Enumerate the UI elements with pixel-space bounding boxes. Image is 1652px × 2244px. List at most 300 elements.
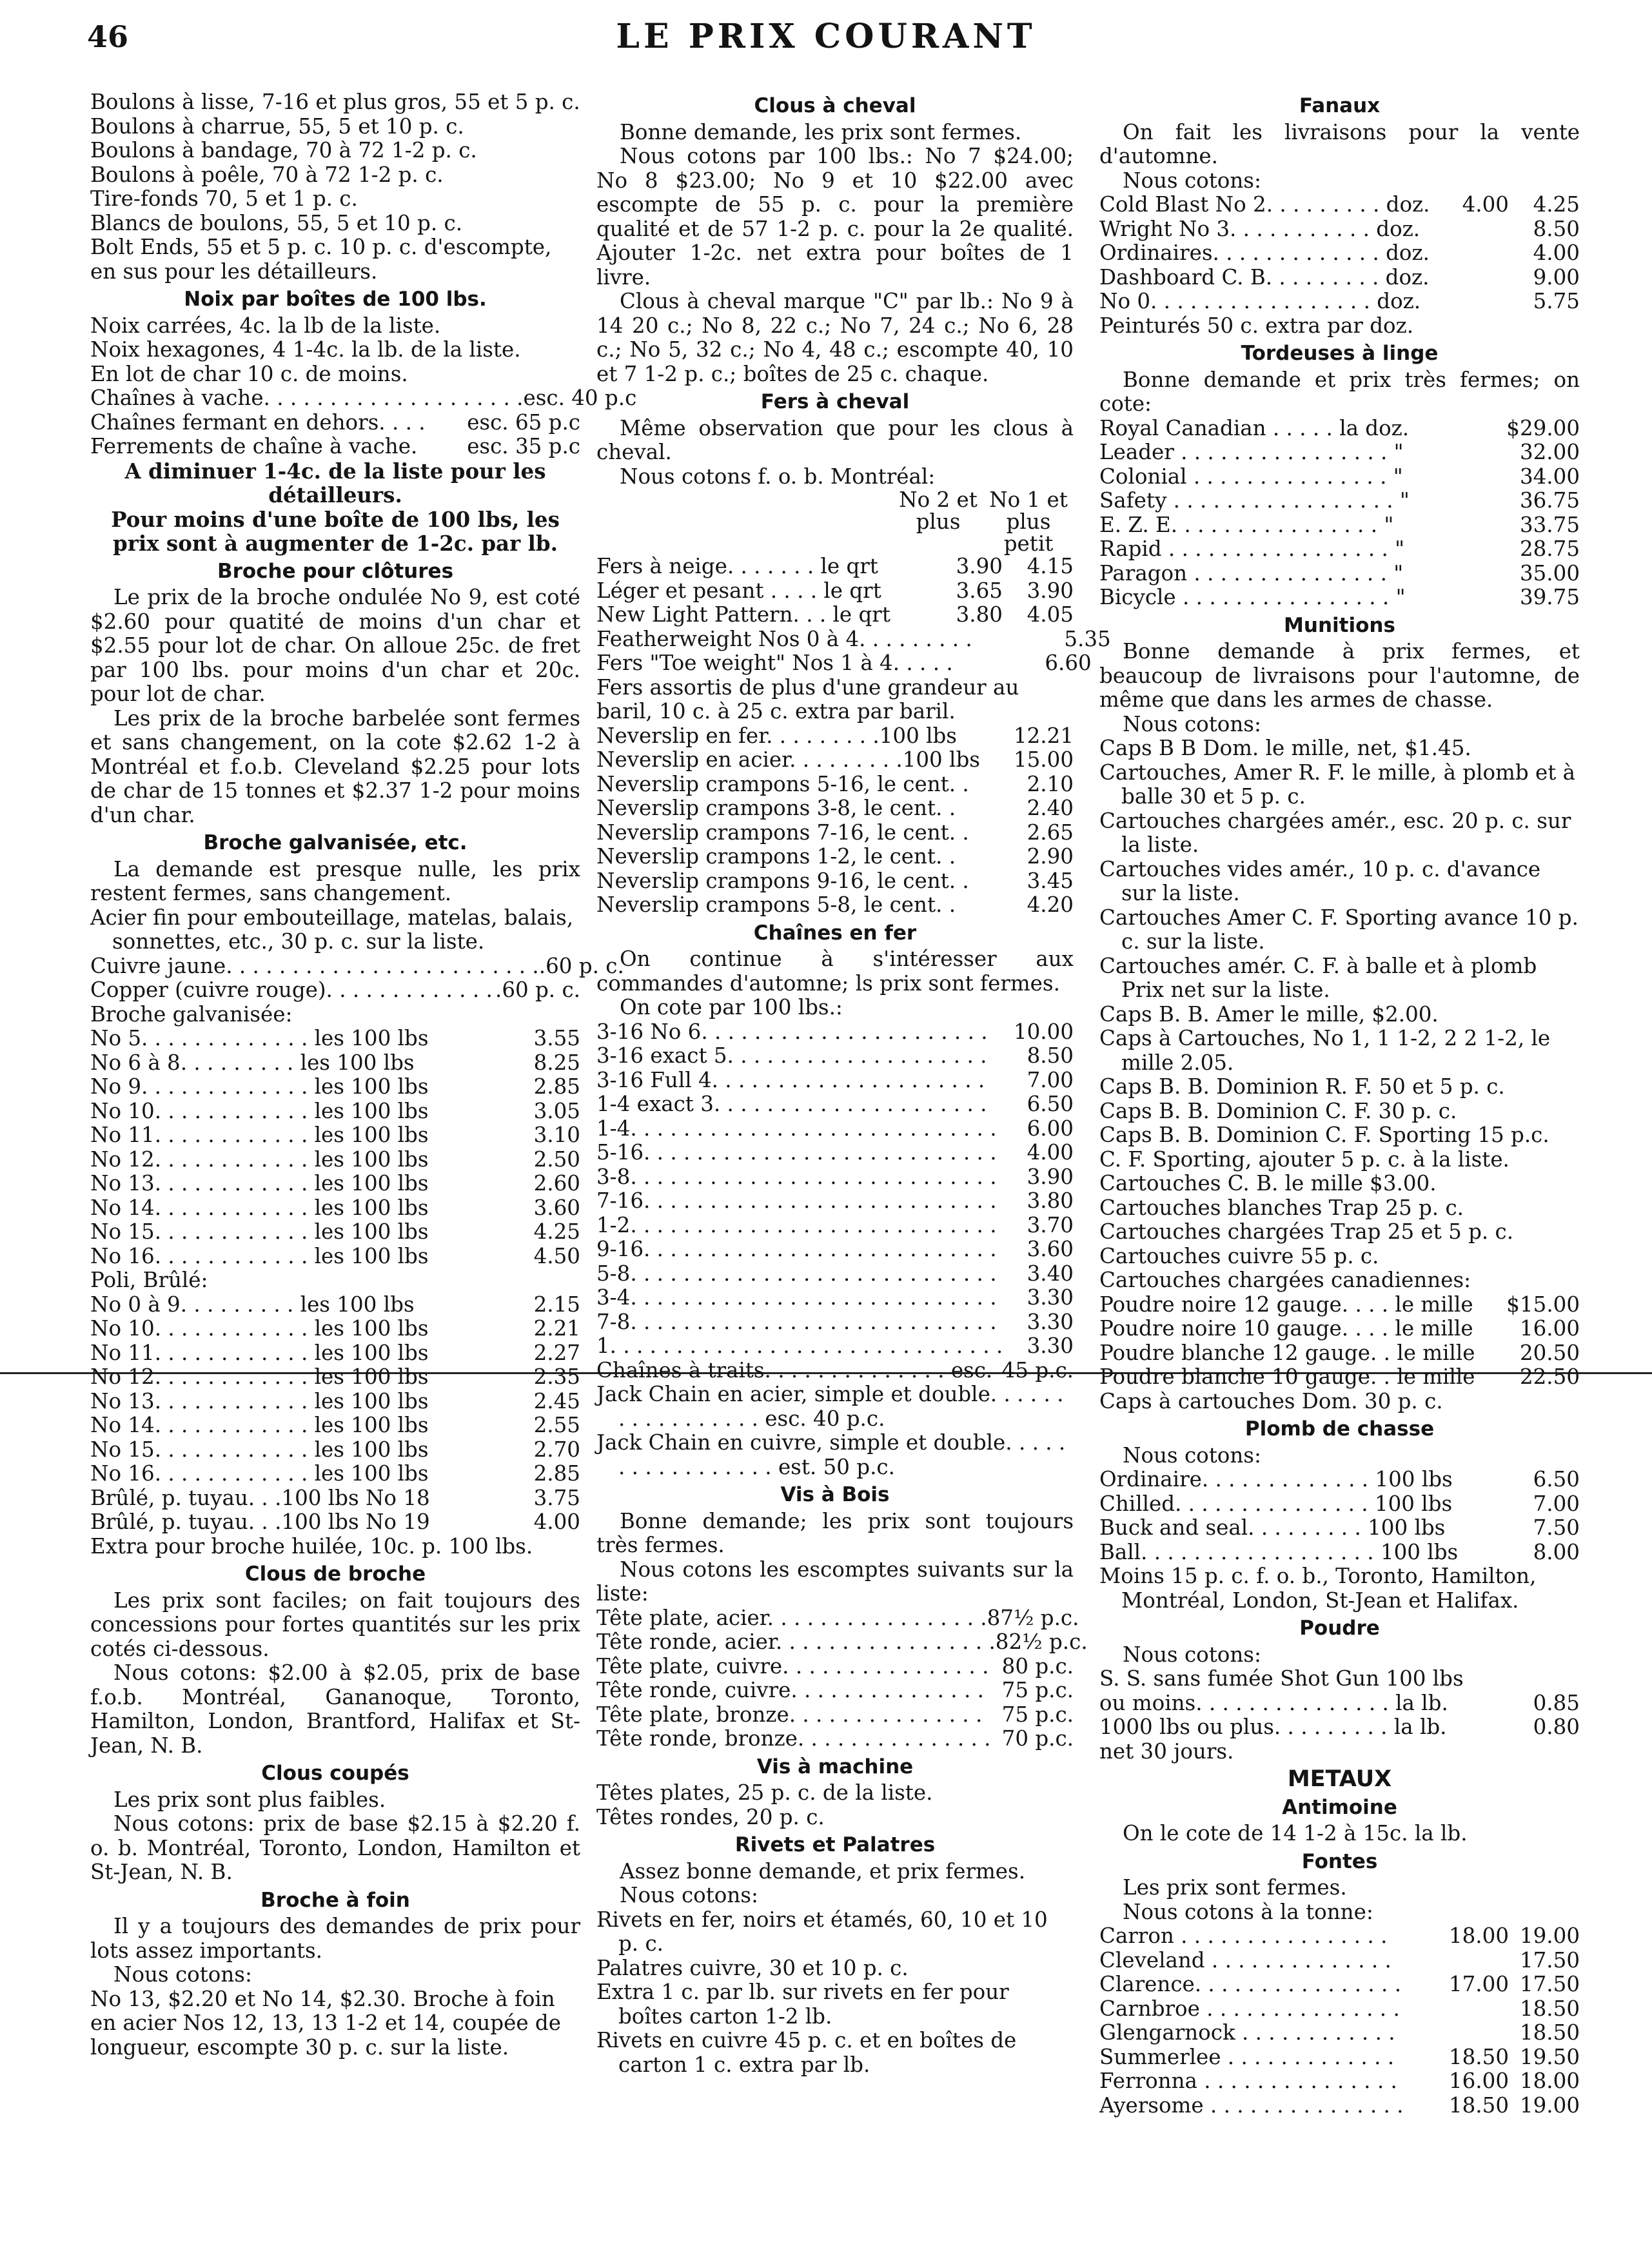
price-row bbox=[1099, 217, 1580, 242]
column-headers bbox=[596, 489, 1074, 555]
price-value: 87½ p.c. bbox=[987, 1605, 1079, 1630]
price-value: 19.00 bbox=[1519, 1924, 1580, 1948]
text-paragraph: Acier fin pour embouteillage, matelas, balais, sonnettes, etc., 30 p. c. sur la liste. bbox=[90, 905, 574, 954]
price-row bbox=[90, 1462, 580, 1486]
text-paragraph: Cartouches chargées amér., esc. 20 p. c. sur la liste. bbox=[1099, 808, 1571, 857]
price-row bbox=[90, 1148, 580, 1172]
item-name: Safety . . . . . . . . . . . . . . . . . " bbox=[1099, 488, 1410, 513]
price-value: 16.00 bbox=[1448, 2069, 1509, 2093]
column-right bbox=[1099, 90, 1580, 2118]
price-value: 2.15 bbox=[533, 1292, 580, 1317]
item-name: No 10. . . . . . . . . . . . les 100 lbs bbox=[90, 1316, 429, 1341]
text-paragraph: Extra pour broche huilée, 10c. p. 100 lbs. bbox=[90, 1533, 533, 1559]
section-heading: Vis à machine bbox=[756, 1755, 914, 1778]
item-name: Brûlé, p. tuyau. . .100 lbs No 18 bbox=[90, 1485, 430, 1510]
price-value: 6.00 bbox=[1027, 1116, 1074, 1141]
item-name: No 9. . . . . . . . . . . . . les 100 lbs bbox=[90, 1074, 429, 1099]
price-value: $15.00 bbox=[1506, 1292, 1580, 1317]
item-name: 3-16 Full 4. . . . . . . . . . . . . . . . . . . . . bbox=[596, 1067, 985, 1092]
price-row bbox=[1099, 1341, 1580, 1366]
item-name: Wright No 3. . . . . . . . . . . doz. bbox=[1099, 216, 1421, 241]
price-row bbox=[1099, 2021, 1580, 2045]
text-paragraph: Noix hexagones, 4 1-4c. la lb. de la liste. bbox=[90, 337, 521, 362]
price-value bbox=[1441, 2021, 1509, 2045]
price-value: 3.10 bbox=[533, 1123, 580, 1147]
price-value: 3.05 bbox=[533, 1098, 580, 1123]
price-value: 2.21 bbox=[533, 1316, 580, 1341]
price-value: 0.80 bbox=[1533, 1715, 1580, 1739]
price-row bbox=[90, 1099, 580, 1124]
text-paragraph: Caps B. B. Dominion C. F. 30 p. c. bbox=[1099, 1098, 1457, 1123]
price-row bbox=[1099, 1468, 1580, 1492]
text-paragraph: Bonne demande à prix fermes, et beaucoup de livraisons pour l'automne, de même que dans les armes de chasse. bbox=[1099, 639, 1580, 712]
price-value: .60 p. c. bbox=[495, 978, 580, 1002]
price-value: 2.45 bbox=[533, 1388, 580, 1413]
item-name: Neverslip crampons 1-2, le cent. . bbox=[596, 844, 956, 869]
price-value: 6.60 bbox=[1045, 651, 1092, 675]
price-value: .60 p. c. bbox=[538, 953, 624, 978]
price-value bbox=[972, 627, 1040, 652]
text-paragraph: Têtes rondes, 20 p. c. bbox=[596, 1804, 825, 1829]
item-name: Tête plate, bronze. . . . . . . . . . . . . . . bbox=[596, 1702, 983, 1727]
item-name: E. Z. E. . . . . . . . . . . . . . . . " bbox=[1099, 512, 1394, 537]
price-row bbox=[90, 1293, 580, 1317]
item-name: 7-16. . . . . . . . . . . . . . . . . . . . . . . . . . . bbox=[596, 1188, 997, 1213]
column-left bbox=[90, 90, 637, 2060]
price-value: 34.00 bbox=[1519, 464, 1580, 489]
item-name: Brûlé, p. tuyau. . .100 lbs No 19 bbox=[90, 1510, 430, 1534]
item-name: 5-16. . . . . . . . . . . . . . . . . . . . . . . . . . . bbox=[596, 1140, 997, 1165]
item-name: No 14. . . . . . . . . . . . les 100 lbs bbox=[90, 1413, 429, 1437]
price-row bbox=[596, 1629, 1088, 1655]
item-name: Carron . . . . . . . . . . . . . . . . bbox=[1099, 1924, 1388, 1948]
price-value bbox=[1441, 266, 1509, 290]
text-paragraph: Caps B. B. Dominion R. F. 50 et 5 p. c. bbox=[1099, 1074, 1505, 1099]
price-value: 12.21 bbox=[1013, 723, 1074, 748]
price-row bbox=[90, 1365, 580, 1390]
text-paragraph: Caps B. B. Dominion C. F. Sporting 15 p.c. bbox=[1099, 1123, 1549, 1147]
price-value bbox=[1441, 241, 1509, 266]
price-value: 8.25 bbox=[533, 1050, 580, 1075]
text-paragraph: Boulons à bandage, 70 à 72 1-2 p. c. bbox=[90, 138, 477, 162]
price-value: 3.40 bbox=[1027, 1261, 1074, 1286]
price-row bbox=[596, 1237, 1074, 1262]
price-value: 2.60 bbox=[533, 1171, 580, 1196]
text-paragraph: Jack Chain en acier, simple et double. . . . . . . . . . . . . . . . . esc. 40 p.c. bbox=[596, 1382, 1064, 1431]
item-name: Poudre blanche 10 gauge. . le mille bbox=[1099, 1364, 1475, 1389]
price-row bbox=[1099, 2045, 1580, 2070]
text-paragraph: Cartouches blanches Trap 25 p. c. bbox=[1099, 1195, 1464, 1220]
item-name: No 11. . . . . . . . . . . . les 100 lbs bbox=[90, 1340, 429, 1365]
item-name: No 10. . . . . . . . . . . . les 100 lbs bbox=[90, 1098, 429, 1123]
price-value: 2.35 bbox=[533, 1364, 580, 1389]
price-row bbox=[1099, 1691, 1580, 1716]
price-row bbox=[596, 1334, 1074, 1359]
text-paragraph: Clous à cheval marque "C" par lb.: No 9 à 14 20 c.; No 8, 22 c.; No 7, 24 c.; No 6, 28 c.; No 5, 32 c.; No 4, 48 c.; escompte 40, 10 et 7 1-2 p. c.; boîtes de 25 c. chaque. bbox=[596, 289, 1074, 386]
item-name: Léger et pesant . . . . le qrt bbox=[596, 578, 881, 603]
price-row bbox=[1099, 537, 1580, 562]
item-name: 3-8. . . . . . . . . . . . . . . . . . . . . . . . . . . . bbox=[596, 1164, 997, 1189]
item-name: Glengarnock . . . . . . . . . . . . bbox=[1099, 2020, 1395, 2045]
price-value: 4.00 bbox=[1027, 1140, 1074, 1165]
price-value: 3.80 bbox=[1027, 1188, 1074, 1213]
price-row bbox=[596, 579, 1074, 604]
item-name: Copper (cuivre rouge). . . . . . . . . . . . . bbox=[90, 978, 493, 1002]
price-row bbox=[90, 1172, 580, 1196]
price-value: 18.00 bbox=[1519, 2069, 1580, 2093]
price-value: 4.05 bbox=[1027, 602, 1074, 627]
price-row bbox=[596, 1117, 1074, 1141]
item-name: No 5. . . . . . . . . . . . . les 100 lbs bbox=[90, 1026, 429, 1050]
price-row bbox=[1099, 417, 1580, 441]
text-paragraph: Même observation que pour les clous à cheval. bbox=[596, 415, 1074, 464]
price-row bbox=[596, 893, 1074, 918]
text-paragraph: Caps B. B. Amer le mille, $2.00. bbox=[1099, 1001, 1439, 1027]
item-name: Chaînes à vache. . . . . . . . . . . . . . . . . . . . bbox=[90, 386, 524, 410]
price-value: 18.50 bbox=[1448, 2044, 1509, 2069]
price-row bbox=[90, 1027, 580, 1051]
price-value: 18.50 bbox=[1519, 2020, 1580, 2045]
item-name: No 6 à 8. . . . . . . . . les 100 lbs bbox=[90, 1050, 415, 1075]
price-row bbox=[596, 1214, 1074, 1238]
item-name: Neverslip crampons 5-16, le cent. . bbox=[596, 771, 969, 796]
price-row bbox=[1099, 2094, 1580, 2118]
price-row bbox=[1099, 562, 1580, 586]
text-paragraph: A diminuer 1-4c. de la liste pour les détailleurs. bbox=[124, 458, 546, 507]
price-value: 8.50 bbox=[1533, 216, 1580, 241]
section-heading: Chaînes en fer bbox=[753, 921, 917, 945]
price-value: 17.00 bbox=[1448, 1972, 1509, 1996]
item-name: New Light Pattern. . . le qrt bbox=[596, 602, 890, 627]
item-name: Poudre noire 12 gauge. . . . le mille bbox=[1099, 1292, 1473, 1317]
item-name: No 12. . . . . . . . . . . . les 100 lbs bbox=[90, 1364, 429, 1389]
price-value: 28.75 bbox=[1519, 536, 1580, 561]
item-name: Colonial . . . . . . . . . . . . . . . " bbox=[1099, 464, 1403, 489]
price-value: $29.00 bbox=[1506, 415, 1580, 440]
price-row bbox=[1099, 1492, 1580, 1517]
price-row bbox=[1099, 241, 1580, 266]
price-value: 15.00 bbox=[1013, 747, 1074, 772]
price-row bbox=[596, 1165, 1074, 1190]
price-row bbox=[596, 1189, 1074, 1214]
text-paragraph: Caps à Cartouches, No 1, 1 1-2, 2 2 1-2, le mille 2.05. bbox=[1099, 1026, 1551, 1075]
price-value: 3.30 bbox=[1027, 1334, 1074, 1358]
price-row bbox=[90, 1220, 580, 1245]
price-value: 2.50 bbox=[533, 1147, 580, 1172]
text-paragraph: On cote par 100 lbs.: bbox=[620, 995, 843, 1019]
item-name: Tête ronde, acier. . . . . . . . . . . . . . . . . bbox=[596, 1629, 996, 1654]
text-paragraph: Rivets en cuivre 45 p. c. et en boîtes de carton 1 c. extra par lb. bbox=[596, 2028, 1017, 2077]
price-value: 3.45 bbox=[1027, 868, 1074, 893]
price-value: 3.60 bbox=[533, 1195, 580, 1220]
price-value: 3.30 bbox=[1027, 1309, 1074, 1334]
price-value: 18.00 bbox=[1448, 1924, 1509, 1948]
section-heading: Antimoine bbox=[1282, 1795, 1397, 1819]
price-row bbox=[1099, 440, 1580, 465]
text-paragraph: Les prix sont fermes. bbox=[1123, 1875, 1347, 1900]
page-number: 46 bbox=[87, 19, 129, 54]
price-value: 70 p.c. bbox=[1001, 1726, 1074, 1751]
price-row bbox=[1099, 1715, 1580, 1740]
section-heading: Vis à Bois bbox=[780, 1483, 890, 1506]
price-value: 36.75 bbox=[1519, 488, 1580, 513]
price-value: 3.90 bbox=[1027, 1164, 1074, 1189]
price-value: 3.80 bbox=[956, 602, 1003, 627]
price-row bbox=[90, 435, 580, 459]
text-paragraph: Cartouches amér. C. F. à balle et à plomb Prix net sur la liste. bbox=[1099, 953, 1537, 1002]
text-paragraph: Le prix de la broche ondulée No 9, est coté $2.60 pour quatité de moins d'un char et $2.55 pour lot de char. On alloue 25c. de fret par 100 lbs. pour moins d'un char et 20c. pour lot de char. bbox=[90, 585, 580, 706]
item-name: Rapid . . . . . . . . . . . . . . . . . " bbox=[1099, 536, 1405, 561]
text-paragraph: Cartouches, Amer R. F. le mille, à plomb et à balle 30 et 5 p. c. bbox=[1099, 760, 1575, 809]
text-paragraph: No 13, $2.20 et No 14, $2.30. Broche à foin en acier Nos 12, 13, 13 1-2 et 14, coupée de longueur, escompte 30 p. c. sur la liste. bbox=[90, 1986, 561, 2060]
item-name: Royal Canadian . . . . . la doz. bbox=[1099, 415, 1410, 440]
text-paragraph: net 30 jours. bbox=[1099, 1738, 1234, 1764]
price-row bbox=[596, 1044, 1074, 1068]
text-paragraph: Boulons à poêle, 70 à 72 1-2 p. c. bbox=[90, 162, 444, 187]
price-row bbox=[90, 1075, 580, 1099]
price-row bbox=[90, 1051, 580, 1076]
text-paragraph: Fers assortis de plus d'une grandeur au baril, 10 c. à 25 c. extra par baril. bbox=[596, 674, 1019, 723]
price-value: 2.27 bbox=[533, 1340, 580, 1365]
section-heading: Clous à cheval bbox=[754, 94, 916, 117]
item-name: No 14. . . . . . . . . . . . les 100 lbs bbox=[90, 1195, 429, 1220]
item-name: Tête ronde, bronze. . . . . . . . . . . . . . . bbox=[596, 1726, 991, 1751]
text-paragraph: Cartouches chargées Trap 25 et 5 p. c. bbox=[1099, 1219, 1514, 1244]
item-name: Chaînes fermant en dehors. . . . bbox=[90, 409, 426, 435]
price-value: 16.00 bbox=[1519, 1316, 1580, 1341]
price-value: 2.65 bbox=[1027, 820, 1074, 845]
price-row bbox=[596, 1068, 1074, 1093]
price-value: 35.00 bbox=[1519, 560, 1580, 586]
price-value: 2.85 bbox=[533, 1461, 580, 1486]
price-value: 4.00 bbox=[1462, 192, 1509, 217]
section-heading: Clous de broche bbox=[244, 1562, 426, 1586]
text-paragraph: Nous cotons à la tonne: bbox=[1123, 1899, 1373, 1924]
text-paragraph: Extra 1 c. par lb. sur rivets en fer pour boîtes carton 1-2 lb. bbox=[596, 1980, 1009, 2029]
text-paragraph: On fait les livraisons pour la vente d'automne. bbox=[1099, 119, 1580, 168]
price-row bbox=[596, 626, 1111, 652]
price-value: 3.90 bbox=[1027, 578, 1074, 603]
price-value bbox=[1441, 217, 1509, 242]
price-row bbox=[90, 1317, 580, 1341]
text-paragraph: Bolt Ends, 55 et 5 p. c. 10 p. c. d'escompte, en sus pour les détailleurs. bbox=[90, 235, 552, 284]
price-row bbox=[596, 821, 1074, 845]
price-value: 19.00 bbox=[1519, 2092, 1580, 2118]
price-row bbox=[90, 1123, 580, 1148]
text-paragraph: Cartouches Amer C. F. Sporting avance 10 p. c. sur la liste. bbox=[1099, 905, 1578, 954]
price-value: 4.25 bbox=[1533, 192, 1580, 217]
section-heading: Fers à cheval bbox=[760, 390, 910, 413]
running-head: LE PRIX COURANT bbox=[616, 17, 1036, 56]
price-row bbox=[90, 1510, 580, 1535]
price-value: 9.00 bbox=[1533, 264, 1580, 290]
text-paragraph: Blancs de boulons, 55, 5 et 10 p. c. bbox=[90, 210, 463, 235]
text-paragraph: Jack Chain en cuivre, simple et double. . . . . . . . . . . . . . . . . est. 50 p.c. bbox=[596, 1430, 1066, 1479]
item-name: No 13. . . . . . . . . . . . les 100 lbs bbox=[90, 1388, 429, 1413]
price-row bbox=[596, 845, 1074, 869]
text-paragraph: Boulons à lisse, 7-16 et plus gros, 55 et 5 p. c. bbox=[90, 90, 580, 114]
section-heading: Fontes bbox=[1301, 1849, 1378, 1873]
price-row bbox=[1099, 1540, 1580, 1565]
item-name: Chaînes à traits. . . . . . . . . . . . . . esc. bbox=[596, 1357, 993, 1383]
price-row bbox=[90, 1390, 580, 1414]
price-value: 3.75 bbox=[533, 1485, 580, 1510]
text-paragraph: Bonne demande et prix très fermes; on cote: bbox=[1099, 367, 1580, 416]
text-paragraph: Boulons à charrue, 55, 5 et 10 p. c. bbox=[90, 113, 464, 139]
item-name: Paragon . . . . . . . . . . . . . . . " bbox=[1099, 560, 1404, 586]
text-paragraph: Caps B B Dom. le mille, net, $1.45. bbox=[1099, 736, 1471, 760]
price-value: 2.10 bbox=[1027, 771, 1074, 796]
text-paragraph: Assez bonne demande, et prix fermes. bbox=[620, 1858, 1026, 1884]
price-value: esc. 35 p.c bbox=[467, 434, 580, 458]
price-value: 4.00 bbox=[533, 1510, 580, 1534]
item-name: Cleveland . . . . . . . . . . . . . . bbox=[1099, 1947, 1391, 1973]
price-row bbox=[596, 603, 1074, 627]
price-value bbox=[1441, 290, 1509, 314]
price-value: 7.00 bbox=[1533, 1491, 1580, 1516]
price-row bbox=[90, 1341, 580, 1366]
price-value: 4.25 bbox=[533, 1219, 580, 1244]
item-name: Leader . . . . . . . . . . . . . . . . " bbox=[1099, 440, 1404, 464]
item-name: Tête plate, acier. . . . . . . . . . . . . . . . . bbox=[596, 1605, 987, 1630]
price-value: 6.50 bbox=[1027, 1092, 1074, 1116]
price-row bbox=[90, 1196, 580, 1221]
price-row bbox=[1099, 1516, 1580, 1540]
section-heading: Rivets et Palatres bbox=[734, 1833, 936, 1856]
text-paragraph: Nous cotons: bbox=[1123, 168, 1261, 193]
item-name: No 0 à 9. . . . . . . . . les 100 lbs bbox=[90, 1292, 415, 1317]
item-name: No 15. . . . . . . . . . . . les 100 lbs bbox=[90, 1219, 429, 1244]
text-paragraph: Nous cotons: bbox=[1123, 1642, 1261, 1667]
price-value: 4.50 bbox=[533, 1243, 580, 1268]
price-row bbox=[90, 411, 580, 435]
item-name: Neverslip crampons 7-16, le cent. . bbox=[596, 820, 969, 845]
price-row bbox=[1099, 465, 1580, 489]
text-paragraph: Broche galvanisée: bbox=[90, 1001, 293, 1027]
price-value: 3.90 bbox=[956, 554, 1003, 578]
item-name: Neverslip crampons 5-8, le cent. . bbox=[596, 892, 956, 917]
section-heading: Noix par boîtes de 100 lbs. bbox=[184, 288, 487, 311]
price-value: 3.30 bbox=[1027, 1285, 1074, 1310]
item-name: Carnbroe . . . . . . . . . . . . . . . bbox=[1099, 1996, 1400, 2021]
price-row bbox=[596, 1262, 1074, 1286]
text-paragraph: En lot de char 10 c. de moins. bbox=[90, 361, 408, 386]
price-row bbox=[1099, 1317, 1580, 1341]
price-value: 32.00 bbox=[1519, 440, 1580, 464]
item-name: Chilled. . . . . . . . . . . . . . . 100 lbs bbox=[1099, 1491, 1453, 1516]
price-row bbox=[596, 1092, 1074, 1117]
text-paragraph: On le cote de 14 1-2 à 15c. la lb. bbox=[1123, 1821, 1468, 1845]
text-paragraph: Nous cotons les escomptes suivants sur la liste: bbox=[596, 1557, 1074, 1606]
price-value: esc. 65 p.c bbox=[467, 409, 580, 435]
item-name: 1-2. . . . . . . . . . . . . . . . . . . . . . . . . . . . bbox=[596, 1212, 997, 1237]
price-row bbox=[596, 1020, 1074, 1045]
item-name: 3-16 exact 5. . . . . . . . . . . . . . . . . . . . bbox=[596, 1043, 987, 1068]
text-paragraph: Nous cotons: bbox=[1123, 1442, 1261, 1468]
price-value: 2.55 bbox=[533, 1413, 580, 1437]
section-heading: Munitions bbox=[1284, 613, 1395, 637]
price-value: 2.70 bbox=[533, 1437, 580, 1462]
price-row bbox=[90, 386, 637, 411]
price-value: 3.60 bbox=[1027, 1237, 1074, 1261]
price-value: 7.50 bbox=[1533, 1515, 1580, 1540]
text-paragraph: S. S. sans fumée Shot Gun 100 lbs bbox=[1099, 1666, 1464, 1691]
price-row bbox=[1099, 489, 1580, 513]
item-name: Buck and seal. . . . . . . . . 100 lbs bbox=[1099, 1515, 1446, 1540]
price-value: 2.85 bbox=[533, 1074, 580, 1099]
item-name: Neverslip en acier. . . . . . . . .100 lbs bbox=[596, 747, 980, 772]
section-heading: Poudre bbox=[1299, 1617, 1380, 1640]
price-row bbox=[90, 953, 624, 979]
price-value: 2.90 bbox=[1027, 844, 1074, 869]
price-value: 19.50 bbox=[1519, 2044, 1580, 2069]
price-value: 6.50 bbox=[1533, 1467, 1580, 1491]
section-heading: Broche galvanisée, etc. bbox=[203, 831, 467, 854]
price-value: 17.50 bbox=[1519, 1972, 1580, 1996]
text-paragraph: Bonne demande, les prix sont fermes. bbox=[620, 119, 1022, 144]
price-value: 75 p.c. bbox=[1001, 1678, 1074, 1702]
item-name: Tête ronde, cuivre. . . . . . . . . . . . . . . bbox=[596, 1678, 984, 1702]
price-row bbox=[596, 724, 1074, 749]
price-value bbox=[953, 651, 1021, 676]
price-value: 20.50 bbox=[1519, 1340, 1580, 1365]
text-paragraph: Bonne demande; les prix sont toujours très fermes. bbox=[596, 1508, 1074, 1557]
item-name: Ordinaire. . . . . . . . . . . . . 100 lbs bbox=[1099, 1467, 1453, 1491]
section-heading: Broche à foin bbox=[261, 1888, 410, 1912]
price-value: 0.85 bbox=[1533, 1690, 1580, 1715]
price-row bbox=[596, 1286, 1074, 1310]
price-row bbox=[596, 1727, 1074, 1751]
text-paragraph: Cartouches cuivre 55 p. c. bbox=[1099, 1243, 1379, 1268]
price-value: 10.00 bbox=[1013, 1019, 1074, 1044]
text-paragraph: Peinturés 50 c. extra par doz. bbox=[1099, 313, 1414, 338]
item-name: No 16. . . . . . . . . . . . les 100 lbs bbox=[90, 1461, 429, 1486]
price-row bbox=[596, 1141, 1074, 1165]
item-name: 1-4. . . . . . . . . . . . . . . . . . . . . . . . . . . . bbox=[596, 1116, 997, 1141]
price-row bbox=[596, 748, 1074, 773]
price-value: 45 p.c. bbox=[1001, 1357, 1074, 1383]
text-paragraph: Pour moins d'une boîte de 100 lbs, les prix sont à augmenter de 1-2c. par lb. bbox=[111, 506, 560, 556]
text-paragraph: Nous cotons par 100 lbs.: No 7 $24.00; No 8 $23.00; No 9 et 10 $22.00 avec escompte de 55 p. c. pour la première qualité et de 57 1-2 p. c. pour la 2e qualité. Ajouter 1-2c. net extra pour boîtes de 1 livre. bbox=[596, 144, 1074, 290]
price-row bbox=[1099, 513, 1580, 538]
price-row bbox=[596, 1310, 1074, 1335]
text-paragraph: C. F. Sporting, ajouter 5 p. c. à la liste. bbox=[1099, 1147, 1509, 1172]
section-heading: Broche pour clôtures bbox=[217, 559, 454, 583]
item-name: No 12. . . . . . . . . . . . les 100 lbs bbox=[90, 1147, 429, 1172]
item-name: Poudre blanche 12 gauge. . le mille bbox=[1099, 1340, 1475, 1365]
text-paragraph: Les prix sont faciles; on fait toujours des concessions pour fortes quantités sur les prix cotés ci-dessous. bbox=[90, 1588, 580, 1661]
item-name: Neverslip crampons 9-16, le cent. . bbox=[596, 868, 969, 893]
item-name: Featherweight Nos 0 à 4. . . . . . . . . bbox=[596, 626, 972, 651]
text-paragraph: Nous cotons: bbox=[113, 1962, 252, 1987]
price-row bbox=[596, 555, 1074, 579]
item-name: 1000 lbs ou plus. . . . . . . . . la lb. bbox=[1099, 1715, 1447, 1739]
text-paragraph: La demande est presque nulle, les prix restent fermes, sans changement. bbox=[90, 856, 580, 905]
price-value: 22.50 bbox=[1519, 1364, 1580, 1389]
text-paragraph: Cartouches vides amér., 10 p. c. d'avance sur la liste. bbox=[1099, 856, 1541, 905]
price-value: 4.00 bbox=[1533, 241, 1580, 265]
price-row bbox=[90, 1245, 580, 1269]
text-paragraph: Nous cotons: bbox=[620, 1883, 758, 1907]
text-paragraph: Les prix de la broche barbelée sont fermes et sans changement, on la cote $2.62 1-2 à Montréal et f.o.b. Cleveland $2.25 pour lots de char de 15 tonnes et $2.37 1-2 pour moins d'un char. bbox=[90, 705, 580, 827]
price-row bbox=[1099, 1973, 1580, 1997]
text-paragraph: Cartouches C. B. le mille $3.00. bbox=[1099, 1171, 1437, 1196]
item-name: Bicycle . . . . . . . . . . . . . . . . " bbox=[1099, 585, 1406, 609]
text-paragraph: Moins 15 p. c. f. o. b., Toronto, Hamilton, Montréal, London, St-Jean et Halifax. bbox=[1099, 1564, 1537, 1613]
price-value: 80 p.c. bbox=[1001, 1653, 1074, 1678]
price-value: 2.40 bbox=[1027, 796, 1074, 820]
price-value: 18.50 bbox=[1448, 2092, 1509, 2118]
